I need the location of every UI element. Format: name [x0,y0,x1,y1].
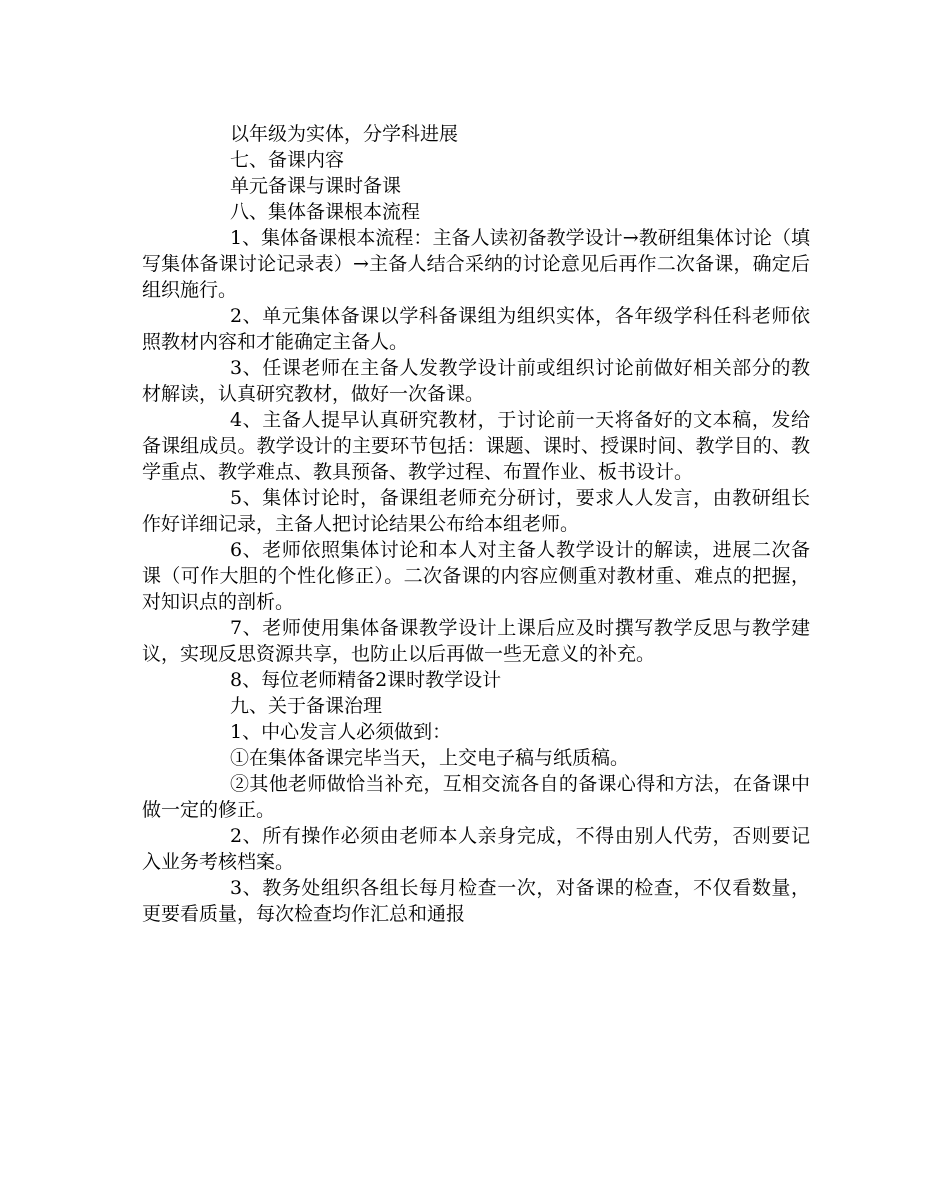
paragraph: 6、老师依照集体讨论和本人对主备人教学设计的解读，进展二次备课（可作大胆的个性化修正）。二次备课的内容应侧重对教材重、难点的把握，对知识点的剖析。 [142,539,810,613]
section-heading: 九、关于备课治理 [230,695,383,717]
paragraph: 7、老师使用集体备课教学设计上课后应及时撰写教学反思与教学建议，实现反思资源共享，也防止以后再做一些无意义的补充。 [142,617,810,665]
paragraph: 2、单元集体备课以学科备课组为组织实体，各年级学科任科老师依照教材内容和才能确定主备人。 [142,305,810,353]
paragraph: 以年级为实体，分学科进展 [230,123,459,145]
paragraph: 5、集体讨论时，备课组老师充分研讨，要求人人发言，由教研组长作好详细记录，主备人把讨论结果公布给本组老师。 [142,487,810,535]
paragraph: 3、教务处组织各组长每月检查一次，对备课的检查，不仅看数量，更要看质量，每次检查均作汇总和通报 [142,877,810,925]
document-body [142,121,810,927]
section-heading: 八、集体备课根本流程 [230,201,421,223]
paragraph: 4、主备人提早认真研究教材，于讨论前一天将备好的文本稿，发给备课组成员。教学设计的主要环节包括：课题、课时、授课时间、教学目的、教学重点、教学难点、教具预备、教学过程、布置作业、板书设计。 [142,409,810,483]
section-heading: 七、备课内容 [230,149,345,171]
paragraph: 2、所有操作必须由老师本人亲身完成，不得由别人代劳，否则要记入业务考核档案。 [142,825,810,873]
paragraph: ①在集体备课完毕当天，上交电子稿与纸质稿。 [230,747,630,769]
paragraph: 3、任课老师在主备人发教学设计前或组织讨论前做好相关部分的教材解读，认真研究教材，做好一次备课。 [142,357,810,405]
paragraph: 8、每位老师精备2课时教学设计 [230,669,502,691]
paragraph: ②其他老师做恰当补充，互相交流各自的备课心得和方法，在备课中做一定的修正。 [142,773,810,821]
paragraph: 单元备课与课时备课 [230,175,402,197]
paragraph: 1、集体备课根本流程：主备人读初备教学设计→教研组集体讨论（填写集体备课讨论记录表）→主备人结合采纳的讨论意见后再作二次备课，确定后组织施行。 [142,227,810,301]
paragraph: 1、中心发言人必须做到： [230,721,452,743]
